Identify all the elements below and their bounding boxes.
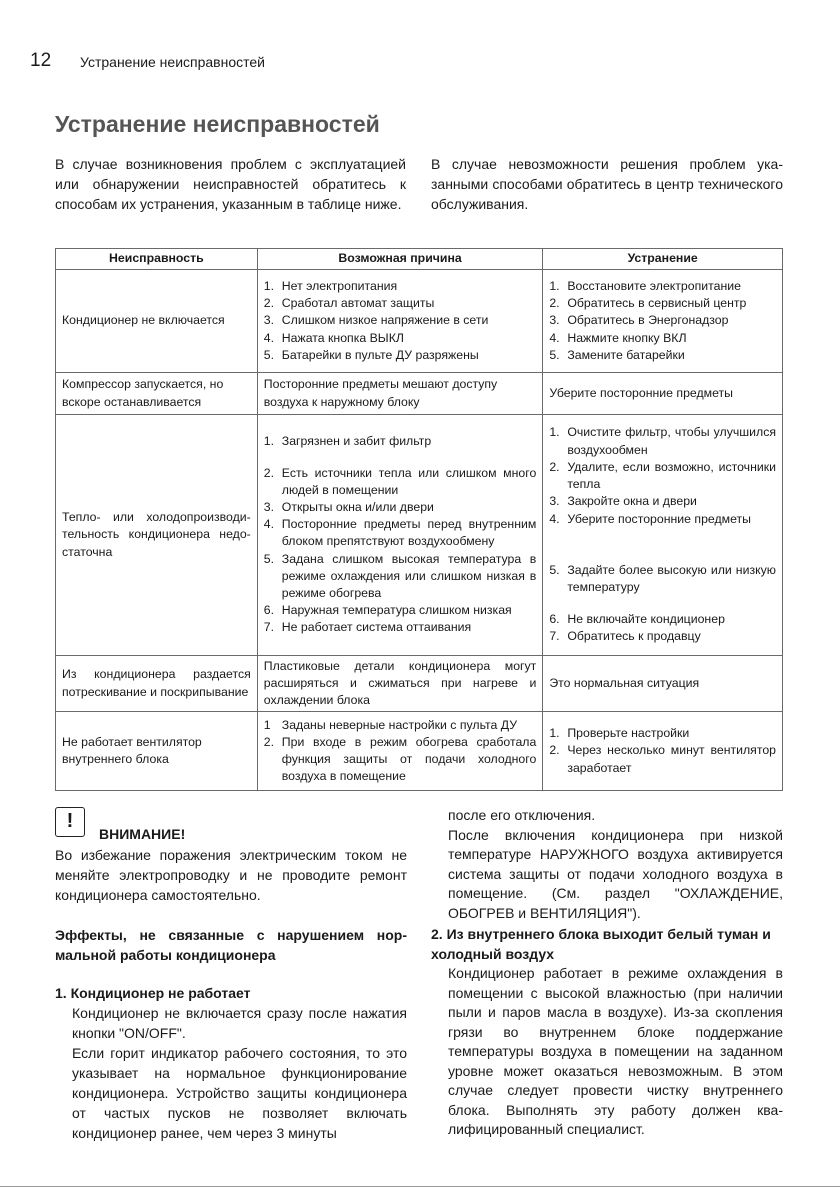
cause-cell: Посторонние предметы мешают доступу воздуха к наружному блоку — [257, 373, 543, 415]
item-number: 2. — [263, 296, 275, 311]
item-text: Есть источники тепла или слишком много людей в помещении — [281, 465, 537, 497]
item-text: Не включайте кондиционер — [567, 612, 725, 627]
fault-cell: Кондиционер не включается — [56, 270, 258, 373]
cause-cell — [257, 712, 543, 791]
list-item — [549, 295, 776, 312]
fault-cell: Тепло- или холодопроизводительность кондиционера недостаточна — [56, 415, 258, 656]
exclamation-icon: ! — [55, 807, 85, 837]
list-item — [549, 628, 776, 645]
item-text: Открыты окна и/или двери — [281, 499, 434, 514]
right-column — [431, 806, 783, 1140]
item-number: 6. — [263, 603, 275, 618]
list-item — [549, 278, 776, 295]
page-number: 12 — [30, 50, 52, 71]
fix-cell — [543, 712, 783, 791]
list-item — [264, 499, 537, 516]
list-item — [549, 562, 776, 596]
item-text: Обратитесь к продавцу — [567, 629, 701, 644]
fix-cell — [543, 270, 783, 373]
list-item — [264, 347, 537, 364]
item-text: Обратитесь в Энергонадзор — [567, 313, 729, 328]
warning-label: ВНИМАНИЕ! — [99, 826, 186, 842]
page-title: Устранение неисправностей — [55, 111, 380, 137]
item-number: 5. — [263, 551, 275, 566]
item-number: 2. — [263, 465, 275, 480]
item-number: 3. — [263, 499, 275, 514]
item-number: 5. — [549, 347, 560, 362]
list-item — [549, 742, 776, 776]
item-number: 5. — [549, 562, 560, 577]
list-item — [549, 312, 776, 329]
item-number: 5. — [263, 347, 275, 362]
header-cause: Возможная причина — [257, 249, 543, 270]
item-number: 7. — [263, 620, 275, 635]
item-text: Посторонние предметы перед внутренним блоком препятствуют воздухообмену — [281, 517, 537, 549]
item-text: Обратитесь в сервисный центр — [567, 296, 747, 311]
item-number: 2. — [263, 734, 275, 749]
list-item — [264, 734, 537, 786]
list-item — [549, 347, 776, 364]
table-row — [56, 373, 783, 415]
item-text: Через несколько минут вентилятор заработает — [567, 743, 776, 775]
item-number: 1. — [549, 425, 560, 440]
effect-2-text: Кондиционер работает в режиме охлаждения в помещении с высокой влажностью (при наличии пыли и паров масла в воздухе). Из-за скопления грязи во внутреннем блоке поддержание температуры воздуха в помещении на заданном уровне может оказаться невозможным. В этом случае следует провести чистку внутреннего блока. Выполнять эту работу должен квалифицированный специалист. — [448, 965, 783, 1137]
item-text: Наружная температура слишком низкая — [281, 603, 512, 618]
table-row — [56, 415, 783, 656]
item-number: 6. — [549, 612, 560, 627]
list-item — [264, 433, 537, 450]
item-text: Нажата кнопка ВЫКЛ — [281, 330, 404, 345]
item-text: Удалите, если возможно, источники тепла — [567, 459, 776, 492]
list-item — [549, 725, 776, 742]
effect-2-heading: 2. Из внутреннего блока выходит белый туман и холодный воздух — [431, 926, 771, 962]
effect-1-paragraph-2: Если горит индикатор рабочего состояния, то это указывает на нормальное функционирование кондиционера. Устройство защиты кондиционера от частых пусков не позволяет включать кондиционер ранее, чем через 3 минуты — [72, 1045, 407, 1141]
item-number: 1. — [549, 278, 560, 293]
fix-cell — [543, 415, 783, 656]
item-number: 4. — [549, 511, 560, 526]
list-item — [264, 465, 537, 499]
cause-cell — [257, 270, 543, 373]
list-item — [549, 493, 776, 510]
item-number: 4. — [263, 330, 275, 345]
fix-cell: Это нормальная ситуация — [543, 656, 783, 712]
item-number: 1. — [263, 434, 275, 449]
table-row — [56, 270, 783, 373]
item-text: Уберите посторонние предметы — [567, 511, 752, 526]
fix-cell: Уберите посторонние предметы — [543, 373, 783, 415]
item-number: 2. — [549, 459, 560, 474]
list-item — [549, 424, 776, 458]
table-row — [56, 656, 783, 712]
list-item — [264, 717, 537, 734]
left-column — [55, 845, 407, 1143]
troubleshooting-table — [55, 248, 783, 791]
fault-cell: Не работает вентилятор внутреннего блока — [56, 712, 258, 791]
list-item — [264, 295, 537, 312]
list-item — [264, 602, 537, 619]
item-number: 1. — [263, 278, 275, 293]
item-text: Батарейки в пульте ДУ разряжены — [281, 347, 479, 362]
item-number: 2. — [549, 743, 560, 758]
list-item — [264, 330, 537, 347]
item-text: Задайте более высокую или низкую температуру — [567, 562, 776, 594]
list-item — [264, 278, 537, 295]
item-text: Проверьте настройки — [567, 726, 690, 741]
table-row — [56, 712, 783, 791]
item-text: Задана слишком высокая температура в режиме охлаждения или слишком низкая в режиме обогрева — [281, 551, 537, 600]
effect-1-paragraph-3: После включения кондиционера при низкой температуре НАРУЖНОГО воздуха активируется система защиты от подачи холодного воздуха в помещение. (См. раздел "ОХЛАЖДЕНИЕ, ОБОГРЕВ и ВЕНТИЛЯЦИЯ"). — [448, 826, 783, 921]
item-number: 4. — [549, 330, 560, 345]
cause-cell — [257, 415, 543, 656]
item-text: Сработал автомат защиты — [281, 296, 435, 311]
warning-text: Во избежание поражения электрическим током не меняйте электропроводку и не проводите ремонт кондиционера самостоятельно. — [55, 847, 407, 903]
item-text: Восстановите электропитание — [567, 278, 741, 293]
intro-right: В случае невозможности решения проблем указанными способами обратитесь в центр технического обслуживания. — [431, 156, 783, 212]
item-text: Замените батарейки — [567, 347, 685, 362]
effects-heading: Эффекты, не связанные с нарушением нормальной работы кондиционера — [55, 927, 407, 963]
item-text: Закройте окна и двери — [567, 494, 697, 509]
effect-1-heading: 1. Кондиционер не работает — [55, 985, 251, 1001]
fault-cell: Из кондиционера раздается потрескивание и поскрипывание — [56, 656, 258, 712]
item-number: 2. — [549, 296, 560, 311]
item-number: 7. — [549, 629, 560, 644]
item-number: 1 — [263, 717, 271, 732]
intro-left: В случае возникновения проблем с эксплуатацией или обнаружении неисправностей обратитесь к способам их устранения, указанным в таблице ниже. — [55, 156, 406, 212]
bottom-rule — [0, 1186, 840, 1187]
list-item — [549, 459, 776, 493]
item-text: Заданы неверные настройки с пульта ДУ — [281, 717, 518, 732]
item-text: Загрязнен и забит фильтр — [281, 434, 432, 449]
effect-1-paragraph-2-continued: после его отключения. — [448, 807, 596, 823]
header-fault: Неисправность — [56, 249, 258, 270]
item-number: 1. — [549, 726, 560, 741]
item-text: При входе в режим обогрева сработала функция защиты от подачи холодного воздуха в помещение — [281, 734, 537, 784]
item-number: 3. — [263, 313, 275, 328]
list-item — [549, 330, 776, 347]
header-fix: Устранение — [543, 249, 783, 270]
table-header-row — [56, 249, 783, 270]
list-item — [264, 516, 537, 550]
list-item — [549, 611, 776, 628]
item-text: Слишком низкое напряжение в сети — [281, 313, 489, 328]
list-item — [264, 312, 537, 329]
item-number: 4. — [263, 517, 275, 532]
list-item — [264, 619, 537, 636]
item-text: Не работает система оттаивания — [281, 620, 472, 635]
list-item — [549, 511, 776, 528]
effect-1-paragraph-1: Кондиционер не включается сразу после нажатия кнопки "ON/OFF". — [72, 1005, 407, 1041]
list-item — [264, 551, 537, 603]
item-text: Очистите фильтр, чтобы улучшился воздухообмен — [567, 425, 776, 457]
fault-cell: Компрессор запускается, но вскоре останавливается — [56, 373, 258, 415]
item-text: Нажмите кнопку ВКЛ — [567, 330, 687, 345]
item-number: 3. — [549, 494, 560, 509]
cause-cell: Пластиковые детали кондиционера могут расширяться и сжиматься при нагреве и охлаждении блока — [257, 656, 543, 712]
running-title: Устранение неисправностей — [80, 54, 265, 70]
item-text: Нет электропитания — [281, 278, 398, 293]
item-number: 3. — [549, 313, 560, 328]
